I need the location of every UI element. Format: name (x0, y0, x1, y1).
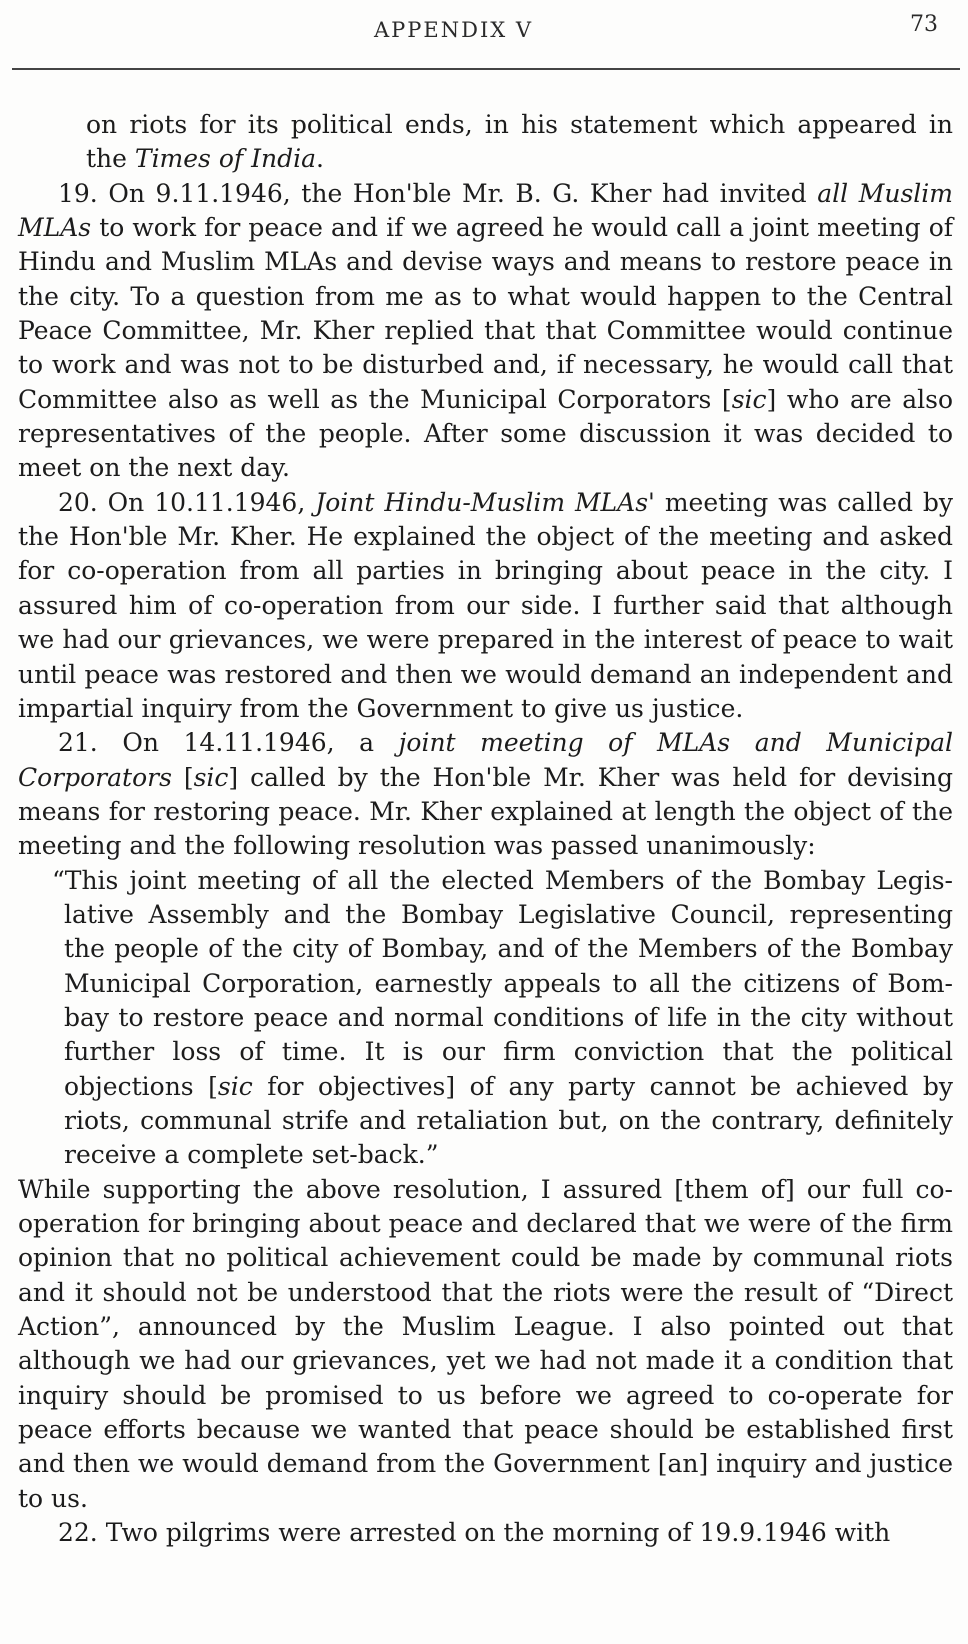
body-text (18, 108, 953, 1550)
paragraph-20 (18, 486, 953, 726)
text-run: ] who are also representatives of the people. After some discussion it was decided to meet on the next day. (18, 384, 954, 483)
text-run: on riots for its political ends, in his statement which appeared in the (86, 110, 953, 174)
paragraph-21 (18, 726, 953, 863)
text-run: meeting was called by the Hon'ble Mr. Kher. He explained the object of the meeting and asked for co-operation from all parties in bringing about peace in the city. I assured him of co-operation from our side. I further said that although we had our grievances, we were prepared in the interest of peace to wait until peace was restored and then we would demand an independent and impartial inquiry from the Government to give us justice. (18, 487, 954, 723)
page-number: 73 (910, 12, 938, 37)
header-rule (12, 68, 960, 70)
italic-run: Times of India (134, 144, 316, 174)
italic-run: sic (217, 1071, 253, 1101)
paragraph-after-quote: While supporting the above resolution, I assured [them of] our full cooperation for bringing about peace and declared that we were of the firm opinion that no political achievement could be made by communal riots and it should not be understood that the riots were the result of “Direct Action”, announced by the Muslim League. I also pointed out that although we had our grievances, yet we had not made it a condition that inquiry should be promised to us before we agreed to co-operate for peace efforts because we wanted that peace should be established first and then we would demand from the Government [an] inquiry and justice to us. (18, 1174, 953, 1513)
italic-run: sic (193, 762, 229, 792)
running-head: APPENDIX V (374, 18, 534, 42)
text-run: “This joint meeting of all the elected Members of the Bombay Legislative Assembly and the Bombay Legislative Council, representing the people of the city of Bombay, and of the Members of the Bombay Municipal Corporation, earnestly appeals to all the citizens of Bombay to restore peace and normal conditions of life in the city without further loss of time. It is our firm conviction that the political objections [ (52, 865, 953, 1101)
text-run: ] called by the Hon'ble Mr. Kher was held for devising means for restoring peace. Mr. Kher explained at length the object of the meeting and the following resolution was passed unanimously: (18, 762, 954, 861)
italic-run: all Muslim MLAs (18, 178, 953, 243)
page-header (0, 10, 968, 50)
text-run: to work for peace and if we agreed he would call a joint meeting of Hindu and Muslim MLAs and devise ways and means to restore peace in the city. To a question from me as to what would happen to the Central Peace Committee, Mr. Kher replied that that Committee would continue to work and was not to be disturbed and, if necessary, he would call that Committee also as well as the Municipal Corporators [ (18, 213, 953, 414)
italic-run: Joint Hindu-Muslim MLAs' (315, 487, 655, 517)
resolution-quote (18, 864, 953, 1173)
text-run: 19. On 9.11.1946, the Hon'ble Mr. B. G. Kher had invited (58, 178, 818, 208)
text-run: [ (171, 762, 194, 792)
text-run: for objectives] of any party cannot be achieved by riots, communal strife and retaliation but, on the contrary, definitely receive a complete set-back.” (64, 1071, 953, 1170)
paragraph-19 (18, 177, 953, 486)
paragraph-continuation (18, 108, 953, 177)
italic-run: joint meeting of MLAs and Municipal Corporators (18, 728, 953, 792)
text-run: 20. On 10.11.1946, (58, 487, 316, 517)
italic-run: sic (731, 384, 767, 414)
text-run: . (315, 144, 324, 174)
paragraph-22: 22. Two pilgrims were arrested on the morning of 19.9.1946 with (58, 1518, 891, 1548)
text-run: 21. On 14.11.1946, a (58, 728, 399, 758)
